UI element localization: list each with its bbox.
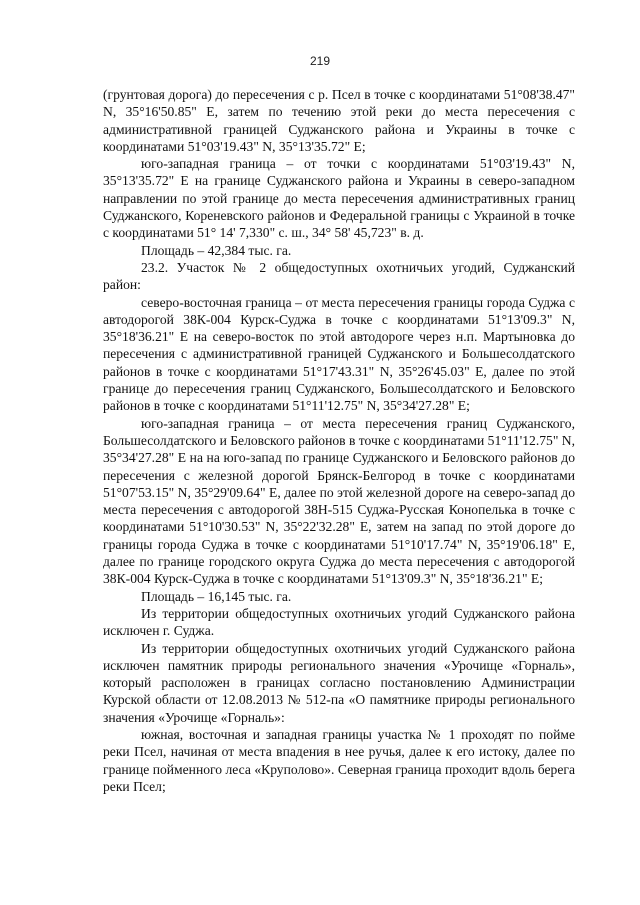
paragraph-7: Площадь – 16,145 тыс. га.	[141, 588, 292, 604]
paragraph-8: Из территории общедоступных охотничьих угодий Суджанского района исключен г. Суджа.	[103, 605, 575, 639]
paragraph-4: 23.2. Участок № 2 общедоступных охотничьих угодий, Суджанский район:	[103, 259, 575, 293]
document-body	[103, 86, 575, 795]
page-number: 219	[309, 54, 331, 68]
paragraph-10: южная, восточная и западная границы участка № 1 проходят по пойме реки Псел, начиная от места впадения в нее ручья, далее к его истоку, далее по границе пойменного леса «Круполово». Северная граница проходит вдоль берега реки Псел;	[103, 726, 575, 794]
paragraph-3: Площадь – 42,384 тыс. га.	[141, 242, 292, 258]
paragraph-5: северо-восточная граница – от места пересечения границы города Суджа с автодорогой 38К-004 Курск-Суджа в точке с координатами 51°13'09.3" N, 35°18'36.21" E на северо-восток по этой автодороге через н.п. Мартыновка до пересечения с административной границей Суджанского и Большесолдатского районов в точке с координатами 51°17'43.31" N, 35°26'45.03" E, далее по этой границе до пересечения границ Суджанского, Большесолдатского и Беловского районов в точке с координатами 51°11'12.75" N, 35°34'27.28" E;	[103, 294, 575, 414]
paragraph-6: юго-западная граница – от места пересечения границ Суджанского, Большесолдатского и Беловского районов в точке с координатами 51°11'12.75" N, 35°34'27.28" E на на юго-запад по границе Суджанского и Беловского районов до пересечения с железной дорогой Брянск-Белгород в точке с координатами 51°07'53.15" N, 35°29'09.64" E, далее по этой железной дороге на северо-запад до места пересечения с автодорогой 38Н-515 Суджа-Русская Конопелька в точке с координатами 51°10'30.53" N, 35°22'32.28" E, затем на запад по этой дороге до границы города Суджа в точке с координатами 51°10'17.74" N, 35°19'06.18" E, далее по границе городского округа Суджа до места пересечения с автодорогой 38К-004 Курск-Суджа в точке с координатами 51°13'09.3" N, 35°18'36.21" E;	[103, 415, 575, 587]
paragraph-2: юго-западная граница – от точки с координатами 51°03'19.43" N, 35°13'35.72" E на границе Суджанского района и Украины в северо-западном направлении по этой границе до места пересечения административных границ Суджанского, Кореневского районов и Федеральной границы с Украиной в точке с координатами 51° 14' 7,330" с. ш., 34° 58' 45,723" в. д.	[103, 156, 575, 241]
paragraph-9: Из территории общедоступных охотничьих угодий Суджанского района исключен памятник природы регионального значения «Урочище «Горналь», который расположен в границах согласно постановлению Администрации Курской области от 12.08.2013 № 512-па «О памятнике природы регионального значения «Урочище «Горналь»:	[103, 640, 575, 725]
paragraph-1: (грунтовая дорога) до пересечения с р. Псел в точке с координатами 51°08'38.47" N, 35°16'50.85" E, затем по течению этой реки до места пересечения с административной границей Суджанского района и Украины в точке с координатами 51°03'19.43" N, 35°13'35.72" E;	[103, 87, 575, 154]
